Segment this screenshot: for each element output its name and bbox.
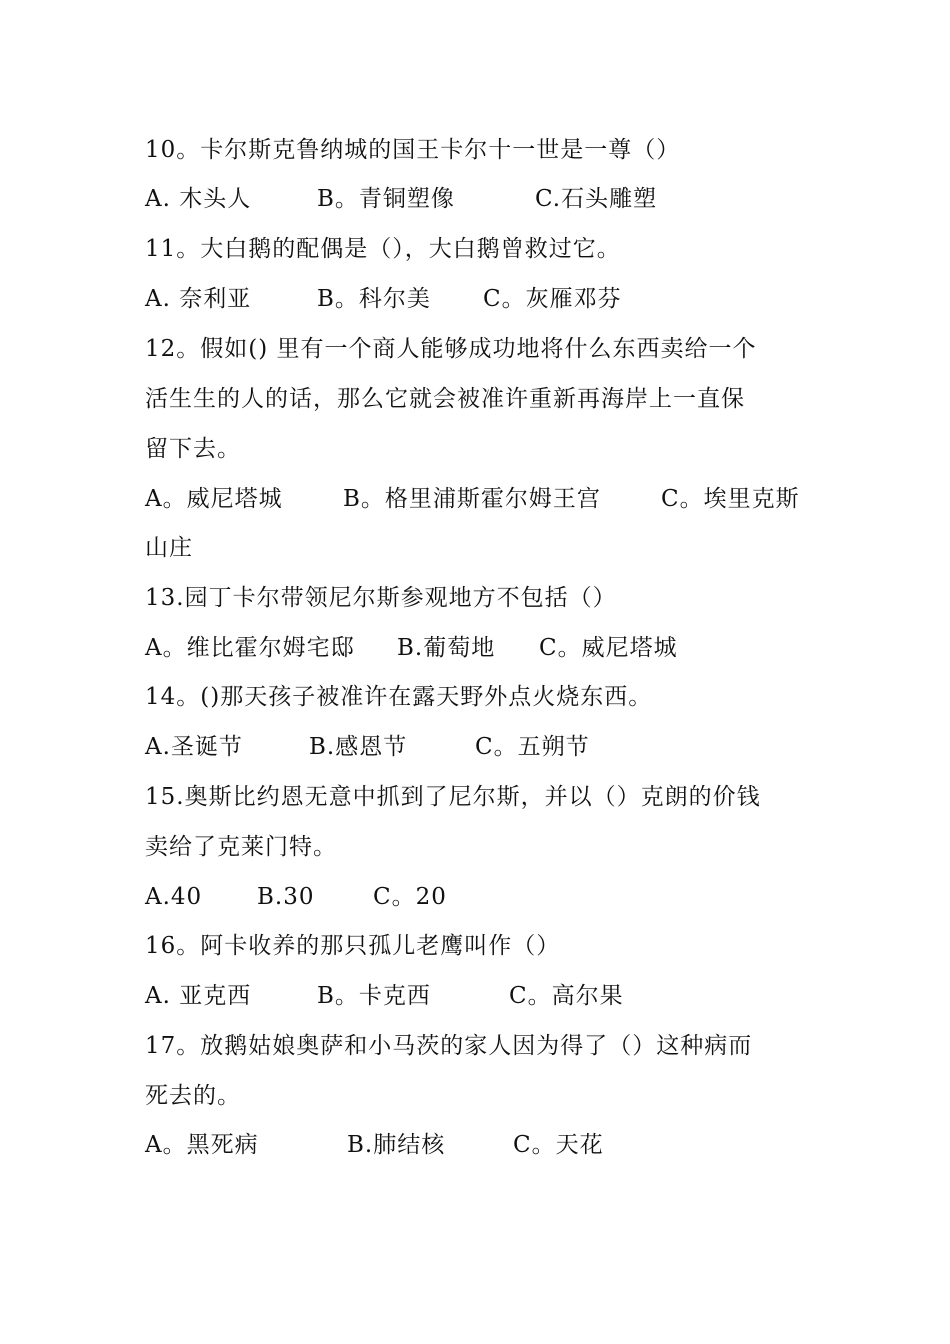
option-a: A. 木头人 [145,186,252,212]
question-13-text: 13.园丁卡尔带领尼尔斯参观地方不包括（） [145,585,617,611]
option-a: A.圣诞节 [145,734,243,760]
question-15-text-line-1: 15.奥斯比约恩无意中抓到了尼尔斯，并以（）克朗的价钱 [145,784,761,810]
question-12-text-line-1: 12。假如() 里有一个商人能够成功地将什么东西卖给一个 [145,336,757,362]
question-16-options [145,981,825,1011]
question-13-options [145,633,825,663]
question-14-text: 14。()那天孩子被准许在露天野外点火烧东西。 [145,684,653,710]
option-a: A。黑死病 [145,1132,259,1158]
question-17-text-line-2: 死去的。 [145,1083,241,1109]
option-b: B.葡萄地 [397,635,496,661]
question-17-text-line-1: 17。放鹅姑娘奥萨和小马茨的家人因为得了（）这种病而 [145,1033,753,1059]
question-12-option-wrap: 山庄 [145,535,193,561]
option-c: C。五朔节 [475,734,590,760]
option-a: A。维比霍尔姆宅邸 [145,635,355,661]
question-17-options [145,1130,825,1160]
option-b: B。格里浦斯霍尔姆王宫 [343,486,601,512]
option-b: B。科尔美 [317,286,431,312]
question-11-text: 11。大白鹅的配偶是（），大白鹅曾救过它。 [145,236,621,262]
option-c: C。威尼塔城 [539,635,678,661]
option-a: A. 亚克西 [145,983,252,1009]
question-10-text: 10。卡尔斯克鲁纳城的国王卡尔十一世是一尊（） [145,137,681,163]
option-b: B.感恩节 [309,734,408,760]
question-16-text: 16。阿卡收养的那只孤儿老鹰叫作（） [145,933,561,959]
question-10-options [145,184,825,214]
question-12-options [145,484,825,514]
question-14-options [145,732,825,762]
option-c: C。20 [373,884,447,910]
option-c: C。灰雁邓芬 [483,286,622,312]
question-11-options [145,284,825,314]
question-15-text-line-2: 卖给了克莱门特。 [145,834,337,860]
option-a: A. 奈利亚 [145,286,252,312]
option-b: B.肺结核 [347,1132,446,1158]
question-12-text-line-2: 活生生的人的话，那么它就会被准许重新再海岸上一直保 [145,386,745,412]
option-c: C。埃里克斯 [661,486,800,512]
option-c: C.石头雕塑 [535,186,658,212]
option-b: B.30 [257,884,315,910]
question-15-options [145,882,825,912]
option-c: C。天花 [513,1132,604,1158]
question-12-text-line-3: 留下去。 [145,436,241,462]
option-b: B。卡克西 [317,983,431,1009]
option-a: A.40 [145,884,203,910]
option-a: A。威尼塔城 [145,486,283,512]
option-b: B。青铜塑像 [317,186,455,212]
option-c: C。高尔果 [509,983,624,1009]
